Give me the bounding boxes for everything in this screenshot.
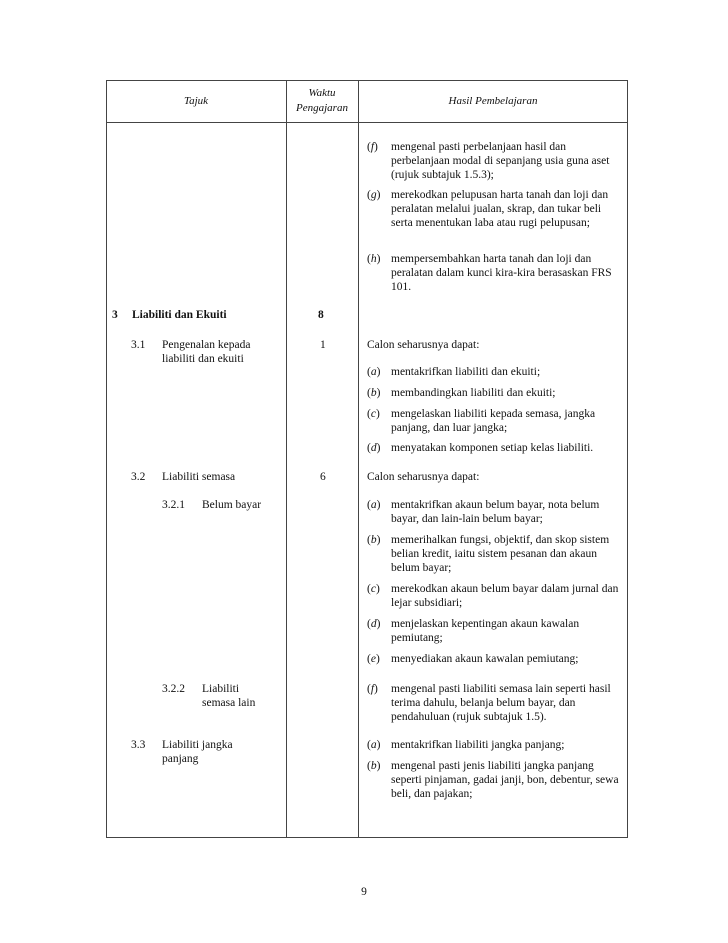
page-number: 9: [361, 886, 367, 898]
subsubsection-title: Liabiliti: [202, 683, 240, 695]
subsection-hours: 1: [320, 339, 326, 351]
intro-text: Calon seharusnya dapat:: [367, 339, 480, 351]
subsection-title: liabiliti dan ekuiti: [162, 353, 244, 365]
subsubsection-title: Belum bayar: [202, 499, 262, 511]
column-divider-1: [286, 80, 287, 838]
header-tajuk: Tajuk: [183, 95, 209, 107]
section-hours: 8: [318, 309, 324, 321]
header-hasil-pembelajaran: Hasil Pembelajaran: [448, 95, 538, 107]
header-pengajaran: Pengajaran: [296, 102, 348, 114]
section-number: 3: [112, 309, 118, 321]
subsection-title: Pengenalan kepada: [162, 339, 251, 351]
subsection-title: Liabiliti semasa: [162, 471, 236, 483]
subsection-title: Liabiliti jangka: [162, 739, 233, 751]
subsection-number: 3.3: [131, 739, 146, 751]
subsection-number: 3.1: [131, 339, 146, 351]
subsection-title: panjang: [162, 753, 199, 765]
subsection-hours: 6: [320, 471, 326, 483]
subsubsection-number: 3.2.1: [162, 499, 185, 511]
header-waktu: Waktu: [308, 87, 336, 99]
subsubsection-title: semasa lain: [202, 697, 256, 709]
subsubsection-number: 3.2.2: [162, 683, 185, 695]
subsection-number: 3.2: [131, 471, 146, 483]
header-divider: [106, 122, 628, 123]
section-title: Liabiliti dan Ekuiti: [132, 309, 227, 321]
column-divider-2: [358, 80, 359, 838]
intro-text: Calon seharusnya dapat:: [367, 471, 480, 483]
